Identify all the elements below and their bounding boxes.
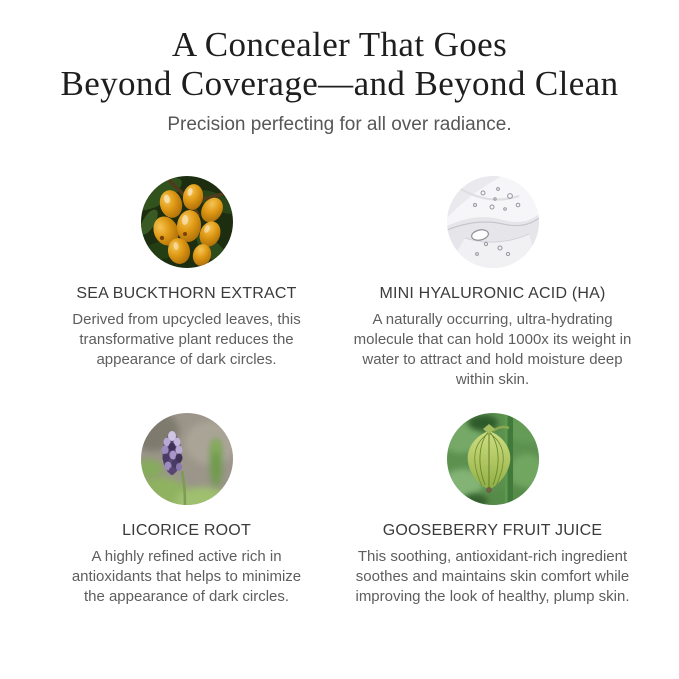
title-line-2: Beyond Coverage—and Beyond Clean [60,64,619,103]
licorice-root-flower-photo [141,413,233,505]
licorice-root-illustration [141,413,233,505]
page-subtitle: Precision perfecting for all over radiance. [167,114,512,135]
ingredient-grid [34,176,646,607]
ingredient-card-licorice-root [34,413,340,607]
title-line-1: A Concealer That Goes [171,25,508,64]
ingredient-card-hyaluronic-acid [340,176,646,413]
hyaluronic-acid-gel-texture-photo [447,176,539,268]
ingredient-card-gooseberry [340,413,646,607]
ingredient-description-licorice-root: A highly refined active rich in antioxidants that helps to minimize the appearance of dark circles. [71,548,302,605]
ingredient-name-licorice-root: LICORICE ROOT [122,522,251,539]
hyaluronic-acid-illustration [447,176,539,268]
ingredient-description-gooseberry: This soothing, antioxidant-rich ingredient soothes and maintains skin comfort while improving the look of healthy, plump skin. [355,548,630,605]
ingredient-name-hyaluronic-acid: MINI HYALURONIC ACID (HA) [379,285,606,302]
ingredient-description-hyaluronic-acid: A naturally occurring, ultra-hydrating molecule that can hold 1000x its weight in water to attract and hold moisture deep within skin. [353,311,632,388]
sea-buckthorn-illustration [141,176,233,268]
ingredient-name-sea-buckthorn: SEA BUCKTHORN EXTRACT [76,285,297,302]
page-title [0,25,679,103]
ingredient-card-sea-buckthorn [34,176,340,413]
header [0,0,679,136]
gooseberry-illustration [447,413,539,505]
gooseberry-fruit-photo [447,413,539,505]
ingredient-name-gooseberry: GOOSEBERRY FRUIT JUICE [382,522,603,539]
ingredient-description-sea-buckthorn: Derived from upcycled leaves, this transformative plant reduces the appearance of dark circles. [72,311,301,368]
sea-buckthorn-berries-photo [141,176,233,268]
